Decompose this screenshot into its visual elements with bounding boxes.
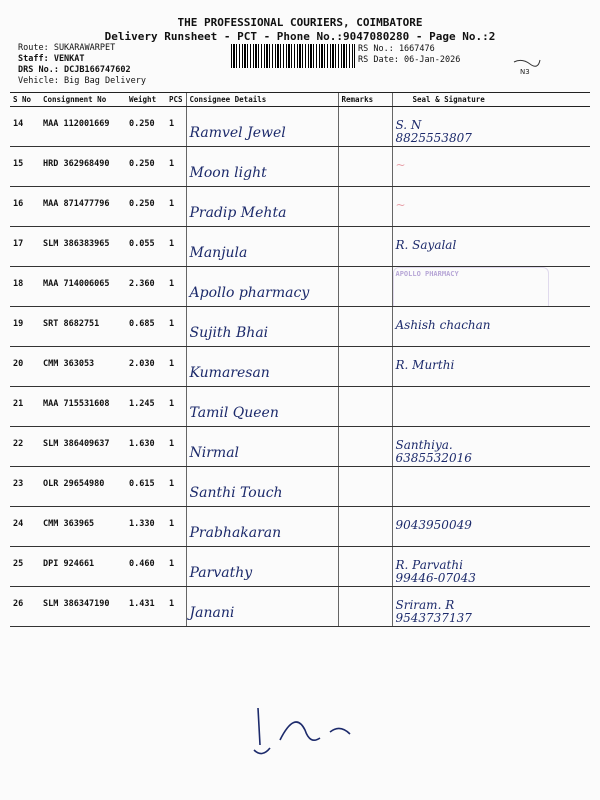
consignee-cell xyxy=(186,227,338,267)
col-consignment: Consignment No xyxy=(40,93,126,107)
meta-left xyxy=(18,43,146,87)
sno-cell: 20 xyxy=(10,347,40,387)
remarks-cell xyxy=(338,547,392,587)
weight-cell: 2.360 xyxy=(126,267,166,307)
weight-cell: 0.460 xyxy=(126,547,166,587)
signature-cell xyxy=(392,387,590,427)
table-row xyxy=(10,387,590,427)
table-row xyxy=(10,547,590,587)
col-sno: S No xyxy=(10,93,40,107)
table-row xyxy=(10,587,590,627)
remarks-cell xyxy=(338,267,392,307)
consignee-cell xyxy=(186,387,338,427)
signature-cell xyxy=(392,547,590,587)
signature-cell xyxy=(392,187,590,227)
table-row xyxy=(10,147,590,187)
sno-cell: 21 xyxy=(10,387,40,427)
weight-cell: 0.615 xyxy=(126,467,166,507)
meta-right xyxy=(358,44,460,66)
col-remarks: Remarks xyxy=(338,93,392,107)
consignment-cell: SRT 8682751 xyxy=(40,307,126,347)
consignee-cell xyxy=(186,267,338,307)
consignee-cell xyxy=(186,547,338,587)
signature-text: R. Murthi xyxy=(395,358,455,372)
sno-cell: 24 xyxy=(10,507,40,547)
signature-cell xyxy=(392,507,590,547)
signature-cell xyxy=(392,227,590,267)
signature-text: Ashish chachan xyxy=(395,318,491,332)
pcs-cell: 1 xyxy=(166,467,186,507)
remarks-cell xyxy=(338,147,392,187)
remarks-cell xyxy=(338,387,392,427)
consignee-name: Ramvel Jewel xyxy=(189,125,286,141)
consignment-cell: HRD 362968490 xyxy=(40,147,126,187)
consignee-name: Pradip Mehta xyxy=(189,205,287,221)
table-row xyxy=(10,107,590,147)
signature-cell xyxy=(392,467,590,507)
consignee-name: Parvathy xyxy=(189,565,253,581)
signature-text: R. Parvathi xyxy=(395,558,463,572)
consignment-cell: MAA 112001669 xyxy=(40,107,126,147)
consignee-cell xyxy=(186,587,338,627)
route-label: Route: SUKARAWARPET xyxy=(18,43,116,53)
pcs-cell: 1 xyxy=(166,387,186,427)
table-row xyxy=(10,467,590,507)
sno-cell: 26 xyxy=(10,587,40,627)
signature-cell xyxy=(392,427,590,467)
col-signature: Seal & Signature xyxy=(392,93,590,107)
sno-cell: 15 xyxy=(10,147,40,187)
consignment-cell: MAA 714006065 xyxy=(40,267,126,307)
consignee-name: Kumaresan xyxy=(189,365,270,381)
weight-cell: 0.250 xyxy=(126,107,166,147)
pcs-cell: 1 xyxy=(166,107,186,147)
consignee-name: Santhi Touch xyxy=(189,485,283,501)
consignee-name: Nirmal xyxy=(189,445,240,461)
consignee-cell xyxy=(186,187,338,227)
consignment-cell: CMM 363053 xyxy=(40,347,126,387)
staff-label: Staff: VENKAT xyxy=(18,54,85,64)
sno-cell: 19 xyxy=(10,307,40,347)
table-header-row xyxy=(10,93,590,107)
consignee-name: Janani xyxy=(189,605,235,621)
weight-cell: 0.685 xyxy=(126,307,166,347)
signature-cell xyxy=(392,347,590,387)
weight-cell: 1.330 xyxy=(126,507,166,547)
consignment-cell: MAA 871477796 xyxy=(40,187,126,227)
pcs-cell: 1 xyxy=(166,227,186,267)
remarks-cell xyxy=(338,467,392,507)
pcs-cell: 1 xyxy=(166,307,186,347)
corner-scribble xyxy=(512,54,542,78)
consignment-cell: SLM 386383965 xyxy=(40,227,126,267)
table-row xyxy=(10,427,590,467)
pcs-cell: 1 xyxy=(166,587,186,627)
remarks-cell xyxy=(338,347,392,387)
remarks-cell xyxy=(338,587,392,627)
table-row xyxy=(10,267,590,307)
weight-cell: 0.055 xyxy=(126,227,166,267)
weight-cell: 1.431 xyxy=(126,587,166,627)
remarks-cell xyxy=(338,427,392,467)
remarks-cell xyxy=(338,507,392,547)
pcs-cell: 1 xyxy=(166,427,186,467)
svg-text:N3: N3 xyxy=(520,68,530,76)
table-row xyxy=(10,307,590,347)
consignment-cell: SLM 386409637 xyxy=(40,427,126,467)
pcs-cell: 1 xyxy=(166,347,186,387)
consignee-cell xyxy=(186,427,338,467)
pcs-cell: 1 xyxy=(166,267,186,307)
table-row xyxy=(10,187,590,227)
consignment-cell: SLM 386347190 xyxy=(40,587,126,627)
pharmacy-stamp: APOLLO PHARMACY xyxy=(393,267,549,307)
remarks-cell xyxy=(338,187,392,227)
pcs-cell: 1 xyxy=(166,147,186,187)
document-subtitle: Delivery Runsheet - PCT - Phone No.:9047080280 - Page No.:2 xyxy=(104,30,496,43)
sno-cell: 14 xyxy=(10,107,40,147)
sno-cell: 25 xyxy=(10,547,40,587)
sno-cell: 23 xyxy=(10,467,40,507)
consignment-cell: DPI 924661 xyxy=(40,547,126,587)
consignee-cell xyxy=(186,507,338,547)
pcs-cell: 1 xyxy=(166,187,186,227)
signature-text: 6385532016 xyxy=(395,451,472,465)
consignee-name: Sujith Bhai xyxy=(189,325,269,341)
sno-cell: 22 xyxy=(10,427,40,467)
consignee-cell xyxy=(186,147,338,187)
signature-text: 9043950049 xyxy=(395,518,472,532)
faint-mark: ~ xyxy=(395,158,406,172)
pcs-cell: 1 xyxy=(166,547,186,587)
weight-cell: 2.030 xyxy=(126,347,166,387)
consignee-cell xyxy=(186,107,338,147)
weight-cell: 1.245 xyxy=(126,387,166,427)
signature-cell xyxy=(392,147,590,187)
remarks-cell xyxy=(338,107,392,147)
signature-cell xyxy=(392,107,590,147)
col-consignee: Consignee Details xyxy=(186,93,338,107)
signature-text: R. Sayalal xyxy=(395,238,457,252)
consignee-name: Manjula xyxy=(189,245,248,261)
vehicle-label: Vehicle: Big Bag Delivery xyxy=(18,76,146,86)
weight-cell: 1.630 xyxy=(126,427,166,467)
table-row xyxy=(10,507,590,547)
table-row xyxy=(10,347,590,387)
consignee-cell xyxy=(186,307,338,347)
signature-cell xyxy=(392,587,590,627)
weight-cell: 0.250 xyxy=(126,147,166,187)
consignee-name: Apollo pharmacy xyxy=(189,285,310,301)
consignee-cell xyxy=(186,467,338,507)
weight-cell: 0.250 xyxy=(126,187,166,227)
col-pcs: PCS xyxy=(166,93,186,107)
table-row xyxy=(10,227,590,267)
col-weight: Weight xyxy=(126,93,166,107)
footer-signature xyxy=(250,700,370,760)
signature-text: 8825553807 xyxy=(395,131,472,145)
pcs-cell: 1 xyxy=(166,507,186,547)
consignee-name: Moon light xyxy=(189,165,267,181)
consignment-cell: MAA 715531608 xyxy=(40,387,126,427)
signature-text: 9543737137 xyxy=(395,611,472,625)
signature-text: 99446-07043 xyxy=(395,571,476,585)
signature-cell xyxy=(392,307,590,347)
consignee-name: Tamil Queen xyxy=(189,405,279,421)
sno-cell: 17 xyxy=(10,227,40,267)
barcode xyxy=(231,44,355,68)
remarks-cell xyxy=(338,227,392,267)
faint-mark: ~ xyxy=(395,198,406,212)
document-title: THE PROFESSIONAL COURIERS, COIMBATORE xyxy=(177,16,423,29)
signature-text: Santhiya. xyxy=(395,438,453,452)
consignee-cell xyxy=(186,347,338,387)
consignment-cell: OLR 29654980 xyxy=(40,467,126,507)
sno-cell: 18 xyxy=(10,267,40,307)
sno-cell: 16 xyxy=(10,187,40,227)
remarks-cell xyxy=(338,307,392,347)
consignee-name: Prabhakaran xyxy=(189,525,282,541)
consignment-cell: CMM 363965 xyxy=(40,507,126,547)
rs-no-label: RS No.: 1667476 xyxy=(358,44,435,54)
runsheet-table xyxy=(10,92,590,627)
rs-date-label: RS Date: 06-Jan-2026 xyxy=(358,55,461,65)
signature-text: Sriram. R xyxy=(395,598,455,612)
signature-cell xyxy=(392,267,590,307)
drs-label: DRS No.: DCJB166747602 xyxy=(18,65,131,75)
signature-text: S. N xyxy=(395,118,422,132)
